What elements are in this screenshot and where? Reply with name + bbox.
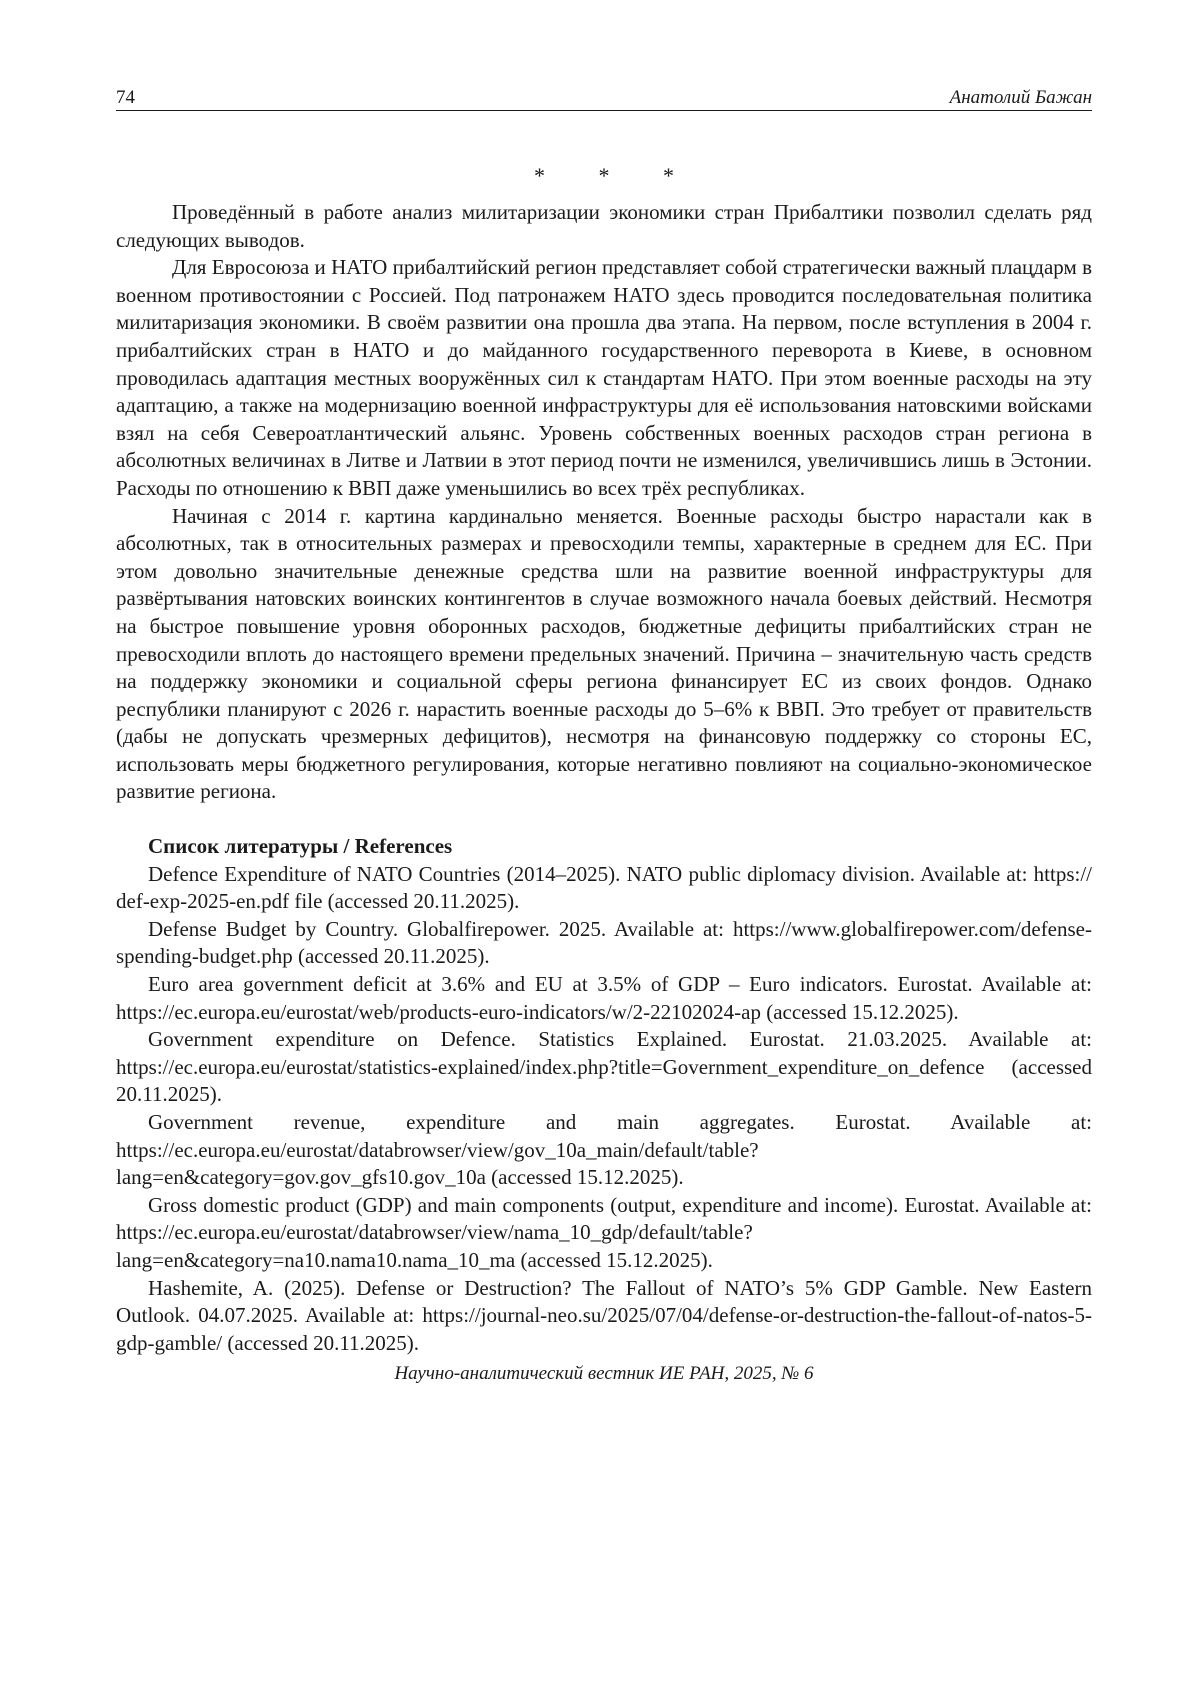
reference-item: Government revenue, expenditure and main aggregates. Eurostat. Available at: https://ec.europa.eu/eurostat/databrowser/view/gov_10a_main/default/table?lang=en&category=gov.gov_gfs10.gov_10a (accessed 15.12.2025).: [116, 1110, 1092, 1190]
running-head: [116, 80, 1092, 111]
references-heading: Список литературы / References: [148, 834, 453, 859]
reference-item: Defence Expenditure of NATO Countries (2014–2025). NATO public diplomacy division. Available at: https:// def-exp-2025-en.pdf file (accessed 20.11.2025).: [116, 861, 1092, 914]
running-head-author: Анатолий Бажан: [949, 87, 1092, 108]
reference-item: Gross domestic product (GDP) and main components (output, expenditure and income). Eurostat. Available at: https://ec.europa.eu/eurostat/databrowser/view/nama_10_gdp/default/table?lang=en&category=na10.nama10.nama_10_ma (accessed 15.12.2025).: [116, 1192, 1092, 1272]
reference-item: Hashemite, A. (2025). Defense or Destruction? The Fallout of NATO’s 5% GDP Gamble. New Eastern Outlook. 04.07.2025. Available at: https://journal-neo.su/2025/07/04/defense-or-destruction-the-fallout-of-natos-5-gdp-gamble/ (accessed 20.11.2025).: [116, 1275, 1092, 1355]
reference-item: Government expenditure on Defence. Statistics Explained. Eurostat. 21.03.2025. Available at: https://ec.europa.eu/eurostat/statistics-explained/index.php?title=Government_expenditure_on_defence (accessed 20.11.2025).: [116, 1027, 1092, 1107]
reference-item: Euro area government deficit at 3.6% and EU at 3.5% of GDP – Euro indicators. Eurostat. Available at: https://ec.europa.eu/eurostat/web/products-euro-indicators/w/2-22102024-ap (accessed 15.12.2025).: [116, 972, 1092, 1024]
asterisk: *: [534, 163, 545, 188]
journal-page: [116, 80, 1092, 1387]
section-separator: [116, 163, 1092, 193]
body-paragraph: Начиная с 2014 г. картина кардинально меняется. Военные расходы быстро нарастали как в абсолютных, так в относительных размерах и превосходили темпы, характерные в среднем для ЕС. При этом довольно значительные денежные средства шли на развитие военной инфраструктуры для развёртывания натовских воинских контингентов в случае возможного начала боевых действий. Несмотря на быстрое повышение уровня оборонных расходов, бюджетные дефициты прибалтийских стран не превосходили вплоть до настоящего времени предельных значений. Причина – значительную часть средств на поддержку экономики и социальной сферы региона финансирует ЕС из своих фондов. Однако республики планируют с 2026 г. нарастить военные расходы до 5–6% к ВВП. Это требует от правительств (дабы не допускать чрезмерных дефицитов), несмотря на финансовую поддержку со стороны ЕС, использовать меры бюджетного регулирования, которые негативно повлияют на социально-экономическое развитие региона.: [116, 503, 1092, 804]
reference-item: Defense Budget by Country. Globalfirepower. 2025. Available at: https://www.globalfirepower.com/defense-spending-budget.php (accessed 20.11.2025).: [116, 916, 1092, 969]
body-paragraph: Для Евросоюза и НАТО прибалтийский регион представляет собой стратегически важный плацдарм в военном противостоянии с Россией. Под патронажем НАТО здесь проводится последовательная политика милитаризация экономики. В своём развитии она прошла два этапа. На первом, после вступления в 2004 г. прибалтийских стран в НАТО и до майданного государственного переворота в Киеве, в основном проводилась адаптация местных вооружённых сил к стандартам НАТО. При этом военные расходы на эту адаптацию, а также на модернизацию военной инфраструктуры для её использования натовскими войсками взял на себя Североатлантический альянс. Уровень собственных военных расходов стран региона в абсолютных величинах в Литве и Латвии в этот период почти не изменился, увеличившись лишь в Эстонии. Расходы по отношению к ВВП даже уменьшились во всех трёх республиках.: [116, 255, 1092, 500]
references-section: [116, 833, 1092, 1357]
conclusion-section: [116, 199, 1092, 806]
body-paragraph: Проведённый в работе анализ милитаризации экономики стран Прибалтики позволил сделать ряд следующих выводов.: [116, 200, 1092, 252]
asterisk: *: [598, 163, 610, 188]
page-number: 74: [116, 87, 135, 108]
journal-footer: Научно-аналитический вестник ИЕ РАН, 2025, № 6: [394, 1363, 814, 1385]
asterisk: *: [663, 163, 674, 188]
